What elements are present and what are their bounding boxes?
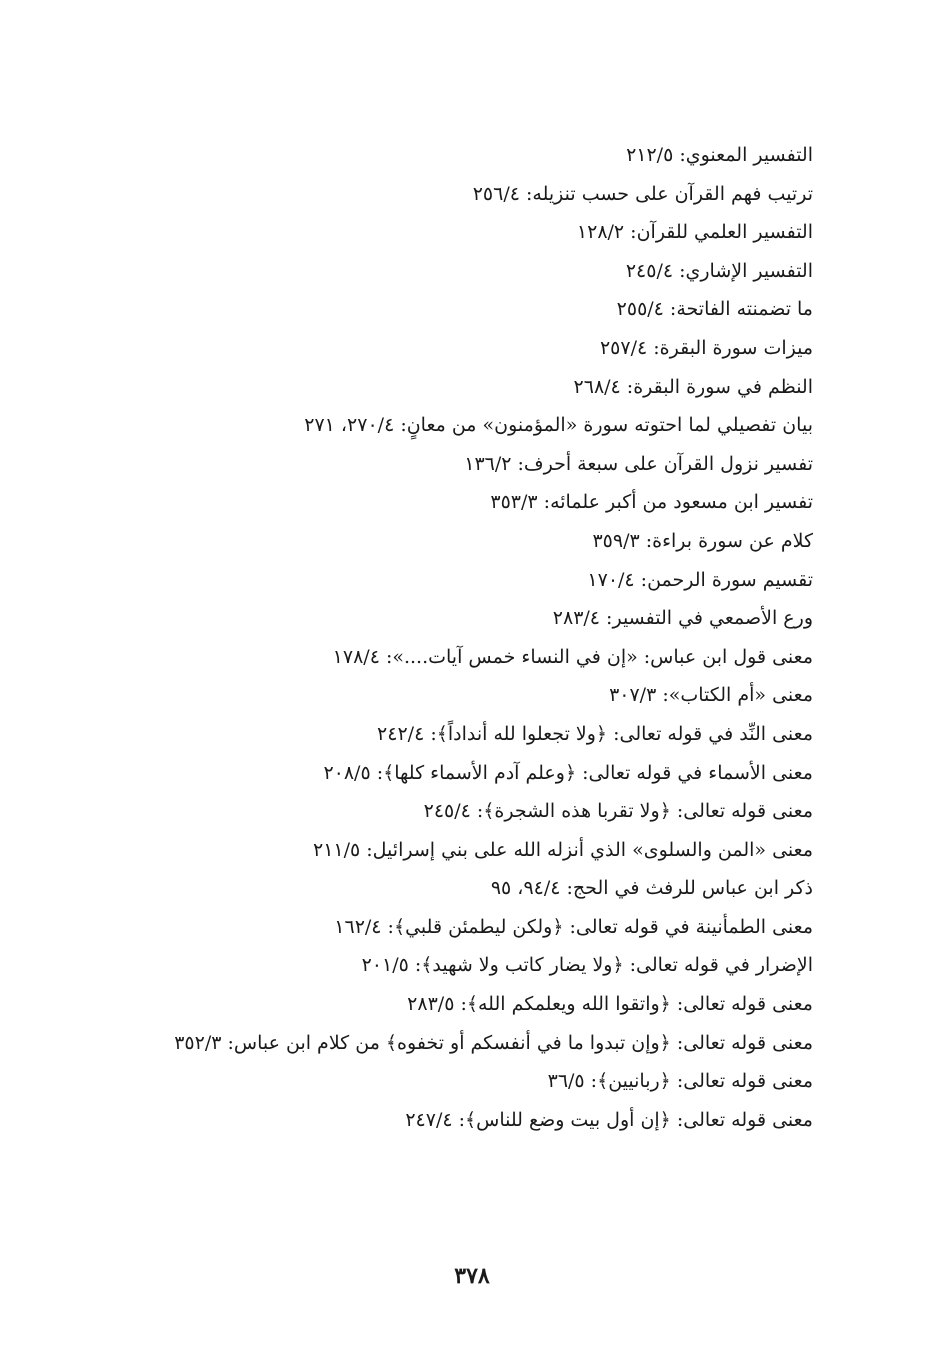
index-entry xyxy=(133,252,813,291)
index-entries-list xyxy=(133,136,813,1139)
index-entry xyxy=(133,406,813,445)
entry-text: معنى الطمأنينة في قوله تعالى: ﴿ولكن ليطمئن قلبي﴾: ١٦٢/٤ xyxy=(334,915,813,938)
entry-text: التفسير العلمي للقرآن: ١٢٨/٢ xyxy=(576,221,813,244)
entry-text: ترتيب فهم القرآن على حسب تنزيله: ٢٥٦/٤ xyxy=(472,182,813,205)
index-entry xyxy=(133,1024,813,1063)
index-entry xyxy=(133,522,813,561)
index-entry xyxy=(133,1062,813,1101)
entry-text: تفسير ابن مسعود من أكبر علمائه: ٣٥٣/٣ xyxy=(490,491,813,514)
entry-text: معنى قوله تعالى: ﴿ربانيين﴾: ٣٦/٥ xyxy=(547,1070,813,1093)
index-entry xyxy=(133,676,813,715)
entry-text: الإضرار في قوله تعالى: ﴿ولا يضار كاتب ولا شهيد﴾: ٢٠١/٥ xyxy=(361,954,813,977)
entry-text: معنى قوله تعالى: ﴿واتقوا الله ويعلمكم الله﴾: ٢٨٣/٥ xyxy=(407,993,813,1016)
entry-text: معنى الأسماء في قوله تعالى: ﴿وعلم آدم الأسماء كلها﴾: ٢٠٨/٥ xyxy=(323,761,813,784)
entry-text: معنى النِّد في قوله تعالى: ﴿ولا تجعلوا لله أنداداً﴾: ٢٤٢/٤ xyxy=(377,722,813,745)
page-number: ٣٧٨ xyxy=(454,1263,490,1289)
index-entry xyxy=(133,213,813,252)
entry-text: ورع الأصمعي في التفسير: ٢٨٣/٤ xyxy=(552,607,813,630)
entry-text: كلام عن سورة براءة: ٣٥٩/٣ xyxy=(592,529,813,552)
index-entry xyxy=(133,483,813,522)
entry-text: التفسير المعنوي: ٢١٢/٥ xyxy=(626,144,813,166)
index-entry xyxy=(133,638,813,677)
index-entry xyxy=(133,754,813,793)
entry-text: معنى «المن والسلوى» الذي أنزله الله على بني إسرائيل: ٢١١/٥ xyxy=(312,838,813,861)
entry-text: النظم في سورة البقرة: ٢٦٨/٤ xyxy=(573,375,813,398)
index-entry xyxy=(133,136,813,175)
entry-text: تقسيم سورة الرحمن: ١٧٠/٤ xyxy=(587,568,813,591)
index-entry xyxy=(133,908,813,947)
index-entry xyxy=(133,792,813,831)
entry-text: ميزات سورة البقرة: ٢٥٧/٤ xyxy=(599,336,813,359)
index-entry xyxy=(133,985,813,1024)
entry-text: ما تضمنته الفاتحة: ٢٥٥/٤ xyxy=(616,298,813,321)
index-entry xyxy=(133,1101,813,1140)
entry-text: معنى «أم الكتاب»: ٣٠٧/٣ xyxy=(609,684,813,707)
entry-text: معنى قوله تعالى: ﴿إن أول بيت وضع للناس﴾: ٢٤٧/٤ xyxy=(405,1108,813,1131)
entry-text: تفسير نزول القرآن على سبعة أحرف: ١٣٦/٢ xyxy=(464,452,813,475)
entry-text: معنى قوله تعالى: ﴿وإن تبدوا ما في أنفسكم أو تخفوه﴾ من كلام ابن عباس: ٣٥٢/٣ xyxy=(174,1031,813,1054)
index-entry xyxy=(133,445,813,484)
index-entry xyxy=(133,329,813,368)
index-entry xyxy=(133,175,813,214)
index-entry xyxy=(133,831,813,870)
index-entry xyxy=(133,368,813,407)
entry-text: التفسير الإشاري: ٢٤٥/٤ xyxy=(625,259,813,282)
index-entry xyxy=(133,946,813,985)
index-entry xyxy=(133,599,813,638)
index-entry xyxy=(133,561,813,600)
entry-text: ذكر ابن عباس للرفث في الحج: ٩٤/٤، ٩٥ xyxy=(490,877,813,900)
index-entry xyxy=(133,715,813,754)
index-entry xyxy=(133,290,813,329)
entry-text: بيان تفصيلي لما احتوته سورة «المؤمنون» من معانٍ: ٢٧٠/٤، ٢٧١ xyxy=(304,414,813,437)
entry-text: معنى قول ابن عباس: «إن في النساء خمس آيات....»: ١٧٨/٤ xyxy=(332,645,813,668)
index-entry xyxy=(133,869,813,908)
entry-text: معنى قوله تعالى: ﴿ولا تقربا هذه الشجرة﴾: ٢٤٥/٤ xyxy=(423,800,813,823)
